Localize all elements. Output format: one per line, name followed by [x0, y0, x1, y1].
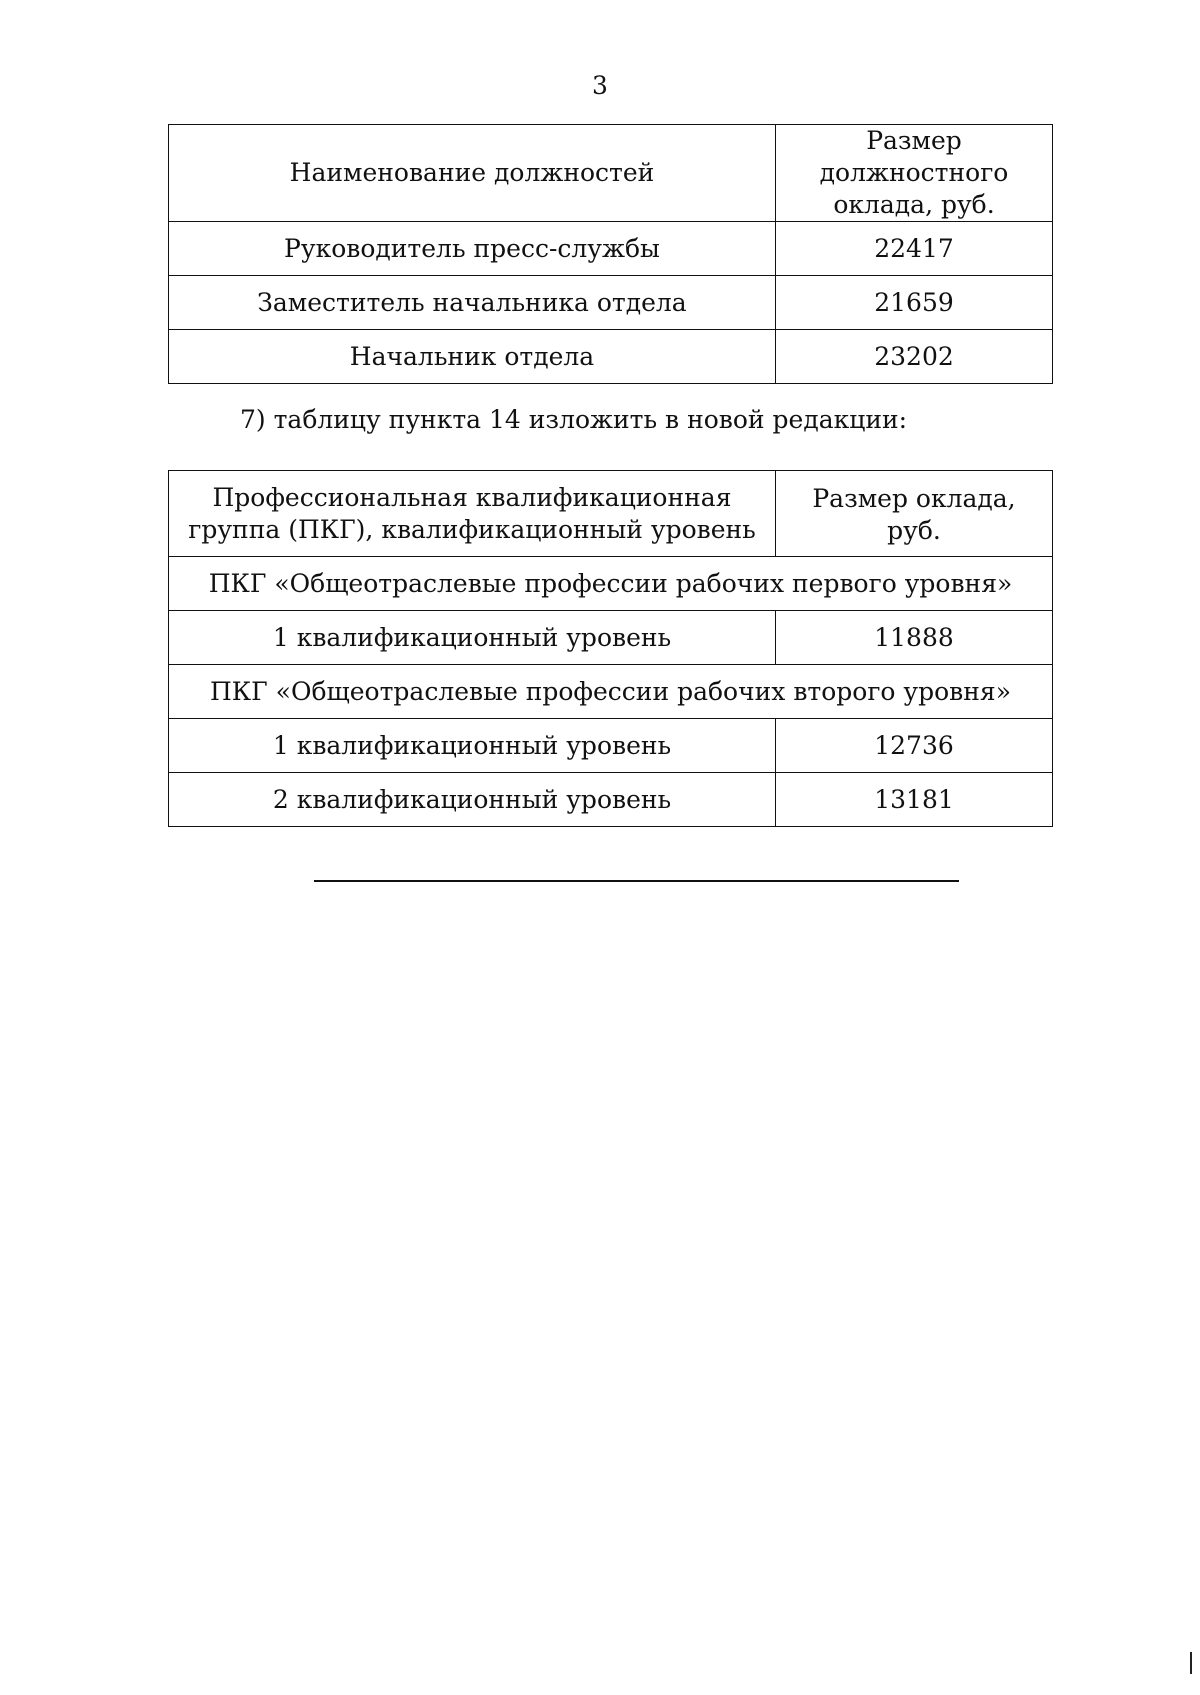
table-row — [169, 719, 1053, 773]
table-row — [169, 611, 1053, 665]
salary-cell: 21659 — [776, 276, 1053, 330]
position-salary-table — [168, 124, 1053, 384]
salary-cell: 22417 — [776, 222, 1053, 276]
qualification-level-cell: 1 квалификационный уровень — [169, 719, 776, 773]
salary-cell: 12736 — [776, 719, 1053, 773]
position-name-cell: Заместитель начальника отдела — [169, 276, 776, 330]
group-title-cell: ПКГ «Общеотраслевые профессии рабочих второго уровня» — [169, 665, 1053, 719]
group-title-cell: ПКГ «Общеотраслевые профессии рабочих первого уровня» — [169, 557, 1053, 611]
qualification-level-cell: 1 квалификационный уровень — [169, 611, 776, 665]
qualification-salary-table — [168, 470, 1053, 827]
column-header-qualification-group: Профессиональная квалификационная группа (ПКГ), квалификационный уровень — [169, 471, 776, 557]
table-row — [169, 276, 1053, 330]
table-row — [169, 773, 1053, 827]
position-name-cell: Руководитель пресс-службы — [169, 222, 776, 276]
page-edge-mark — [1190, 1652, 1192, 1674]
column-header-position: Наименование должностей — [169, 125, 776, 222]
column-header-salary: Размер должностного оклада, руб. — [776, 125, 1053, 222]
salary-cell: 13181 — [776, 773, 1053, 827]
salary-cell: 11888 — [776, 611, 1053, 665]
section-caption: 7) таблицу пункта 14 изложить в новой редакции: — [240, 405, 908, 434]
column-header-salary: Размер оклада, руб. — [776, 471, 1053, 557]
position-name-cell: Начальник отдела — [169, 330, 776, 384]
table-row — [169, 330, 1053, 384]
group-title-row — [169, 557, 1053, 611]
salary-cell: 23202 — [776, 330, 1053, 384]
table-header-row — [169, 471, 1053, 557]
table-row — [169, 222, 1053, 276]
closing-divider — [314, 880, 959, 882]
page-number: 3 — [592, 71, 608, 100]
qualification-level-cell: 2 квалификационный уровень — [169, 773, 776, 827]
table-header-row — [169, 125, 1053, 222]
group-title-row — [169, 665, 1053, 719]
